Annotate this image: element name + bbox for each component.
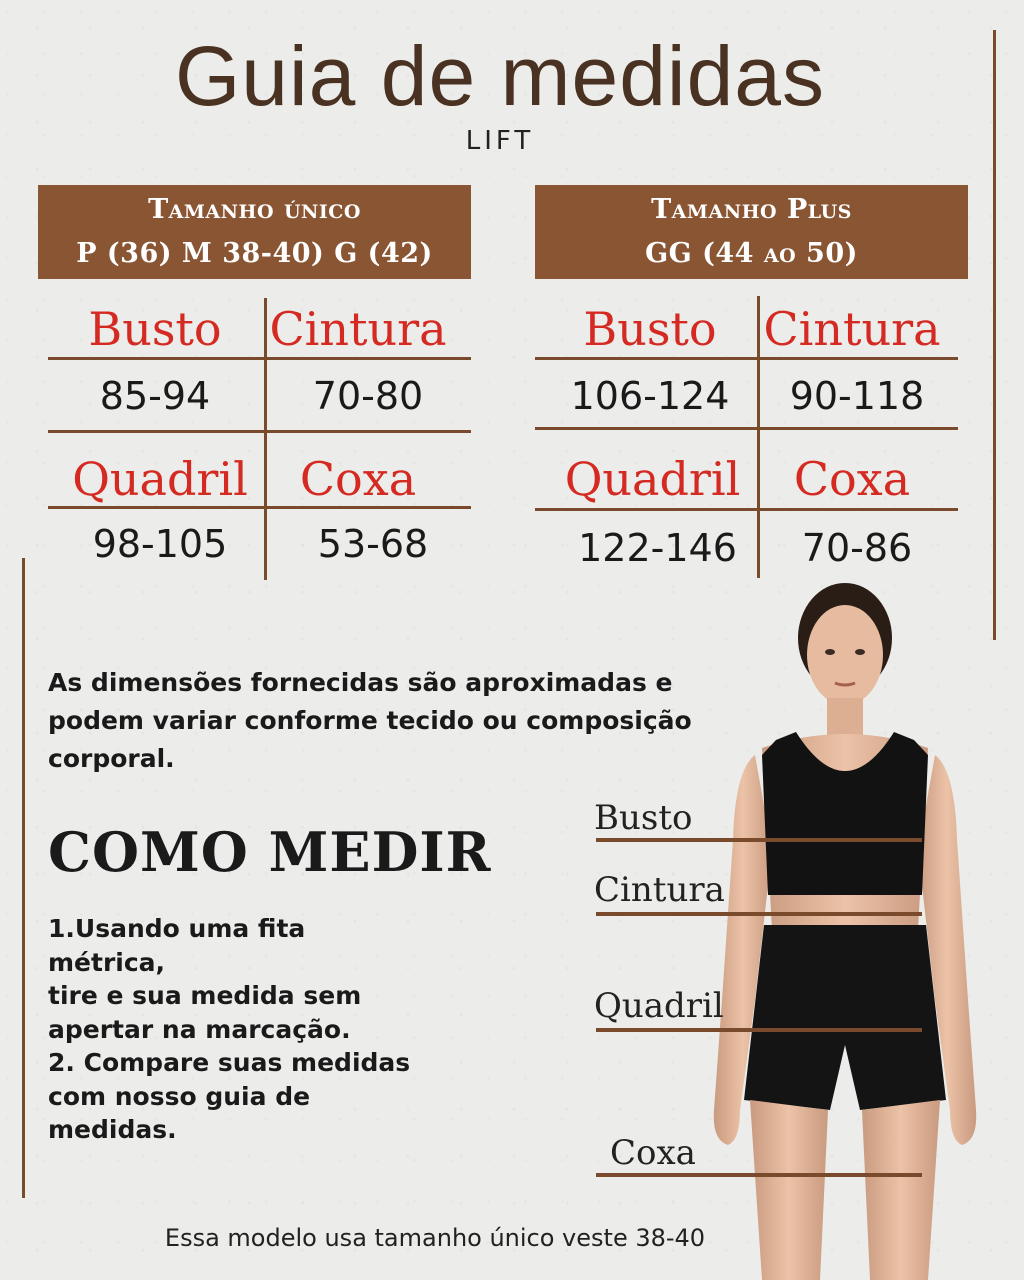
banner-sizes: GG (44 ao 50) bbox=[645, 238, 858, 269]
table-divider-vertical bbox=[264, 298, 267, 580]
step-line: 2. Compare suas medidas bbox=[48, 1048, 411, 1077]
coxa-label: Coxa bbox=[793, 452, 911, 506]
quadril-label: Quadril bbox=[72, 452, 248, 506]
step-line: medidas. bbox=[48, 1115, 177, 1144]
table-divider-horizontal bbox=[535, 427, 958, 430]
howto-steps bbox=[48, 912, 438, 1147]
right-border-line bbox=[993, 30, 996, 640]
quadril-value: 122-146 bbox=[578, 526, 737, 570]
cintura-value: 90-118 bbox=[789, 374, 925, 418]
coxa-marker-label: Coxa bbox=[610, 1133, 696, 1173]
howto-title: COMO MEDIR bbox=[48, 820, 492, 884]
banner-sizes: P (36) M 38-40) G (42) bbox=[76, 238, 433, 269]
cintura-label: Cintura bbox=[763, 302, 941, 356]
size-banner-plus bbox=[535, 185, 968, 279]
footer-note: Essa modelo usa tamanho único veste 38-40 bbox=[164, 1224, 706, 1252]
busto-label: Busto bbox=[583, 302, 717, 356]
coxa-label: Coxa bbox=[299, 452, 417, 506]
table-divider-horizontal bbox=[48, 506, 471, 509]
busto-marker-label: Busto bbox=[594, 798, 693, 838]
coxa-value: 70-86 bbox=[801, 526, 913, 570]
cintura-marker-label: Cintura bbox=[594, 870, 725, 910]
busto-value: 85-94 bbox=[99, 374, 211, 418]
busto-label: Busto bbox=[88, 302, 222, 356]
step-line: apertar na marcação. bbox=[48, 1014, 351, 1044]
table-divider-horizontal bbox=[535, 508, 958, 511]
quadril-marker-line bbox=[596, 1028, 922, 1032]
left-border-line bbox=[22, 558, 25, 1198]
cintura-marker-line bbox=[596, 912, 922, 916]
coxa-value: 53-68 bbox=[317, 522, 429, 566]
quadril-label: Quadril bbox=[564, 452, 741, 506]
step-line: métrica, bbox=[48, 947, 166, 977]
banner-title: Tamanho Plus bbox=[651, 194, 852, 225]
busto-value: 106-124 bbox=[570, 374, 730, 418]
page-title: Guia de medidas bbox=[174, 29, 826, 123]
step-line: 1.Usando uma fita bbox=[48, 914, 306, 943]
table-divider-horizontal bbox=[48, 357, 471, 360]
size-banner-unico bbox=[38, 185, 471, 279]
page-subtitle: LIFT bbox=[465, 126, 535, 156]
step-line: tire e sua medida sem bbox=[48, 981, 362, 1010]
disclaimer-note: As dimensões fornecidas são aproximadas e podem variar conforme tecido ou composição corporal. bbox=[48, 668, 692, 773]
coxa-marker-line bbox=[596, 1173, 922, 1177]
cintura-value: 70-80 bbox=[312, 374, 424, 418]
banner-title: Tamanho único bbox=[148, 194, 361, 225]
cintura-label: Cintura bbox=[269, 302, 447, 356]
busto-marker-line bbox=[596, 838, 922, 842]
table-divider-horizontal bbox=[48, 430, 471, 433]
step-line: com nosso guia de bbox=[48, 1081, 311, 1111]
quadril-value: 98-105 bbox=[92, 522, 228, 566]
table-divider-horizontal bbox=[535, 357, 958, 360]
quadril-marker-label: Quadril bbox=[594, 986, 724, 1026]
